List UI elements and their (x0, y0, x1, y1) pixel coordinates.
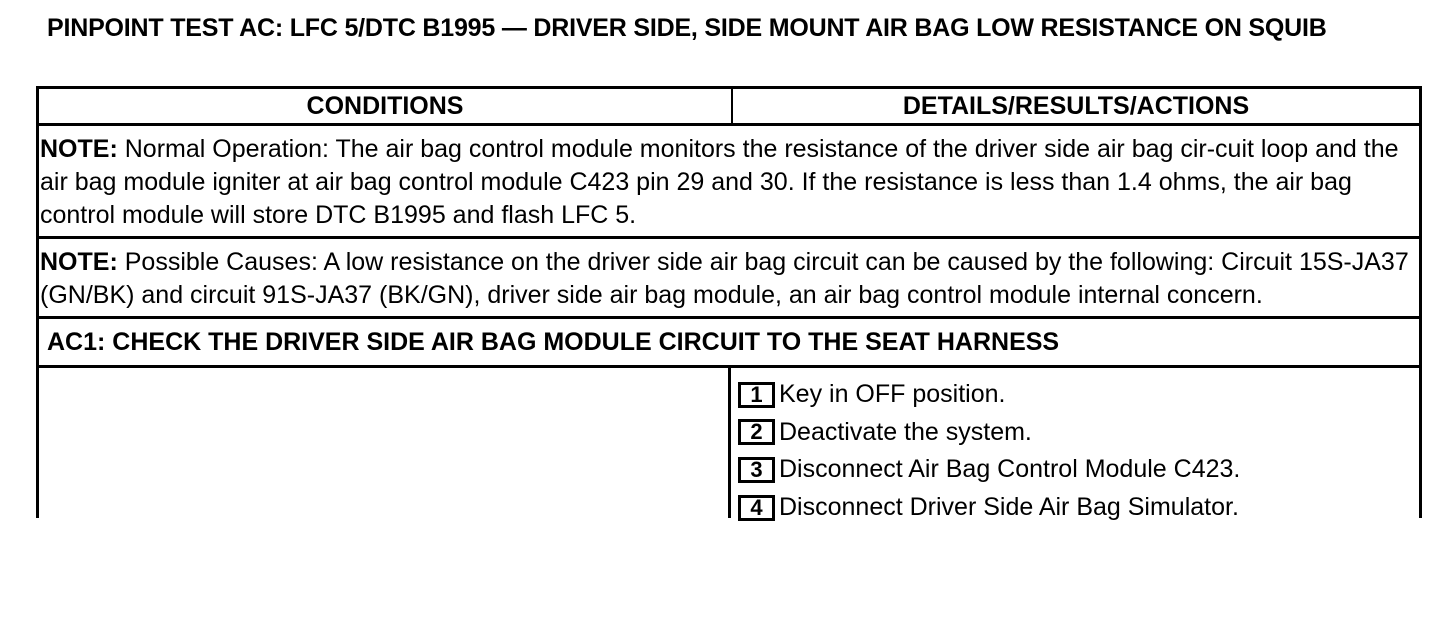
note-label: NOTE: (40, 248, 118, 276)
action-item (738, 451, 1419, 489)
action-item (738, 376, 1419, 414)
note-label: NOTE: (40, 135, 118, 163)
action-text: Key in OFF position. (779, 380, 1006, 409)
action-text: Deactivate the system. (779, 417, 1032, 446)
normal-operation-note (39, 126, 1419, 239)
note-text: Possible Causes: A low resistance on the driver side air bag circuit can be caused by the following: Circuit 15S-JA37 (GN/BK) and circuit 91S-JA37 (BK/GN), driver side air bag module, an air bag control module internal concern. (40, 248, 1409, 309)
action-text: Disconnect Driver Side Air Bag Simulator. (779, 493, 1239, 522)
step-number-box: 2 (738, 419, 775, 445)
page-title: PINPOINT TEST AC: LFC 5/DTC B1995 — DRIVER SIDE, SIDE MOUNT AIR BAG LOW RESISTANCE ON SQUIB (47, 14, 1327, 42)
step-body-row (39, 368, 1419, 522)
step-number-box: 1 (738, 382, 775, 408)
blank-page-area (0, 542, 1456, 620)
details-results-actions-header: DETAILS/RESULTS/ACTIONS (902, 92, 1250, 120)
table-header-row (39, 89, 1419, 126)
conditions-cell (39, 368, 731, 518)
conditions-header: CONDITIONS (39, 89, 733, 123)
step-heading: AC1: CHECK THE DRIVER SIDE AIR BAG MODULE CIRCUIT TO THE SEAT HARNESS (39, 319, 1419, 368)
actions-cell (731, 368, 1419, 522)
action-text: Disconnect Air Bag Control Module C423. (779, 455, 1241, 484)
possible-causes-note (39, 239, 1419, 319)
pinpoint-test-table (36, 86, 1422, 522)
note-text: Normal Operation: The air bag control module monitors the resistance of the driver side air bag cir-cuit loop and the air bag module igniter at air bag control module C423 pin 29 and 30. If the resistance is less than 1.4 ohms, the air bag control module will store DTC B1995 and flash LFC 5. (40, 135, 1399, 229)
action-item (738, 489, 1419, 527)
action-item (738, 414, 1419, 452)
step-number-box: 3 (738, 457, 775, 483)
step-number-box: 4 (738, 495, 775, 521)
